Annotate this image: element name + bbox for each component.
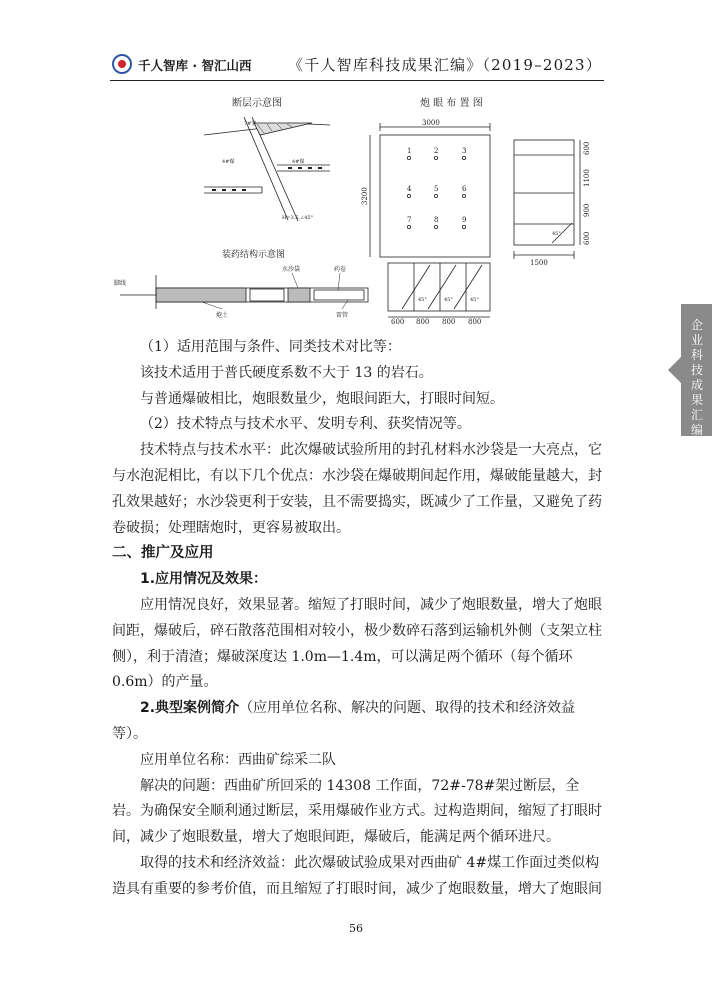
section-heading: 二、推广及应用 [112, 545, 214, 562]
fault-left-label: 4#煤 [222, 159, 235, 165]
side-angle-label: 45° [552, 231, 561, 237]
charge-clay-label: 炮土 [216, 312, 229, 319]
holes-height-label: 3200 [361, 187, 369, 205]
fault-angle-label: H=3.5,∠45° [282, 215, 314, 221]
charge-diagram [114, 265, 368, 319]
plan-angle: 45° [444, 297, 453, 303]
fault-diagram [204, 117, 330, 221]
plan-angle: 45° [470, 297, 479, 303]
subheading [112, 696, 604, 748]
book-title: 《千人智库科技成果汇编》（2019–2023） [288, 56, 602, 74]
hole-number: 2 [434, 147, 439, 155]
fault-top-label: 7#架 [244, 121, 257, 127]
subheading: 1.应用情况及效果： [140, 571, 268, 588]
subheading-lead: 2.典型案例简介 [140, 700, 240, 717]
charge-water-bag-label: 水沙袋 [282, 266, 301, 273]
side-dim: 900 [583, 203, 591, 217]
charge-wire-label: 脚线 [114, 280, 127, 287]
paragraph: 应用单位名称：西曲矿综采二队 [140, 751, 336, 768]
hole-number: 9 [462, 216, 467, 224]
paragraph: （2）技术特点与技术水平、发明专利、获奖情况等。 [140, 416, 471, 433]
side-tab-arrow [668, 357, 681, 383]
side-dim: 600 [583, 231, 591, 245]
fault-title: 断层示意图 [232, 98, 282, 109]
holes-front-view [361, 119, 490, 257]
plan-dim: 800 [442, 318, 456, 326]
holes-title: 炮 眼 布 置 图 [420, 98, 483, 109]
side-width-label: 1500 [530, 259, 548, 267]
holes-width-label: 3000 [422, 119, 440, 127]
hole-number: 7 [407, 216, 412, 224]
charge-title: 装药结构示意图 [222, 250, 286, 260]
paragraph: （1）适用范围与条件、同类技术对比等： [140, 339, 401, 355]
technical-figure [112, 95, 612, 330]
side-tab-label: 企业科技成果汇编 [690, 318, 703, 437]
side-dim: 1100 [583, 169, 591, 187]
subheading-rest: （应用单位名称、解决的问题、取得的技术和经济效益等）。 [112, 700, 576, 742]
body-text [112, 335, 604, 903]
charge-cartridge-label: 药卷 [334, 266, 347, 273]
holes-side-view [514, 140, 591, 267]
hole-number: 8 [434, 216, 439, 224]
plan-dim: 800 [468, 318, 482, 326]
page-header [112, 50, 602, 80]
header-divider [110, 80, 604, 81]
page-number: 56 [349, 922, 363, 935]
plan-dim: 800 [416, 318, 430, 326]
hole-number: 5 [434, 185, 439, 193]
hole-number: 6 [462, 185, 467, 193]
hole-number: 3 [462, 147, 467, 155]
paragraph: 解决的问题：西曲矿所回采的 14308 工作面，72#-78#架过断层，全岩。为确保安全顺利通过断层，采用爆破作业方式。过构造期间，缩短了打眼时间，减少了炮眼数量，增大了炮眼间距，爆破后，能满足两个循环进尺。 [112, 777, 602, 846]
brand-text: 千人智库 · 智汇山西 [138, 58, 252, 73]
logo-icon [112, 54, 132, 74]
plan-angle: 45° [418, 297, 427, 303]
hole-number: 1 [407, 147, 412, 155]
paragraph: 与普通爆破相比，炮眼数量少，炮眼间距大，打眼时间短。 [140, 390, 504, 407]
holes-plan-view [388, 263, 490, 326]
plan-dim: 600 [391, 318, 405, 326]
fault-right-label: 4#煤 [292, 159, 305, 165]
hole-number: 4 [407, 185, 412, 193]
paragraph: 技术特点与技术水平：此次爆破试验所用的封孔材料水沙袋是一大亮点，它与水泡泥相比，有以下几个优点：水沙袋在爆破期间起作用，爆破能量越大，封孔效果越好；水沙袋更利于安装，且不需要捣实，既减少了工作量，又避免了药卷破损；处理瞎炮时，更容易被取出。 [112, 442, 602, 536]
side-dim: 600 [583, 141, 591, 155]
paragraph: 应用情况良好，效果显著。缩短了打眼时间，减少了炮眼数量，增大了炮眼间距，爆破后，碎石散落范围相对较小，极少数碎石落到运输机外侧（支架立柱侧），利于清渣；爆破深度达 1.0m—1.4m，可以满足两个循环（每个循环 0.6m）的产量。 [112, 596, 602, 691]
paragraph: 取得的技术和经济效益：此次爆破试验成果对西曲矿 4#煤工作面过类似构造具有重要的参考价值，而且缩短了打眼时间，减少了炮眼数量，增大了炮眼间 [112, 854, 602, 897]
charge-detonator-label: 雷管 [336, 312, 349, 319]
paragraph: 该技术适用于普氏硬度系数不大于 13 的岩石。 [140, 364, 433, 381]
